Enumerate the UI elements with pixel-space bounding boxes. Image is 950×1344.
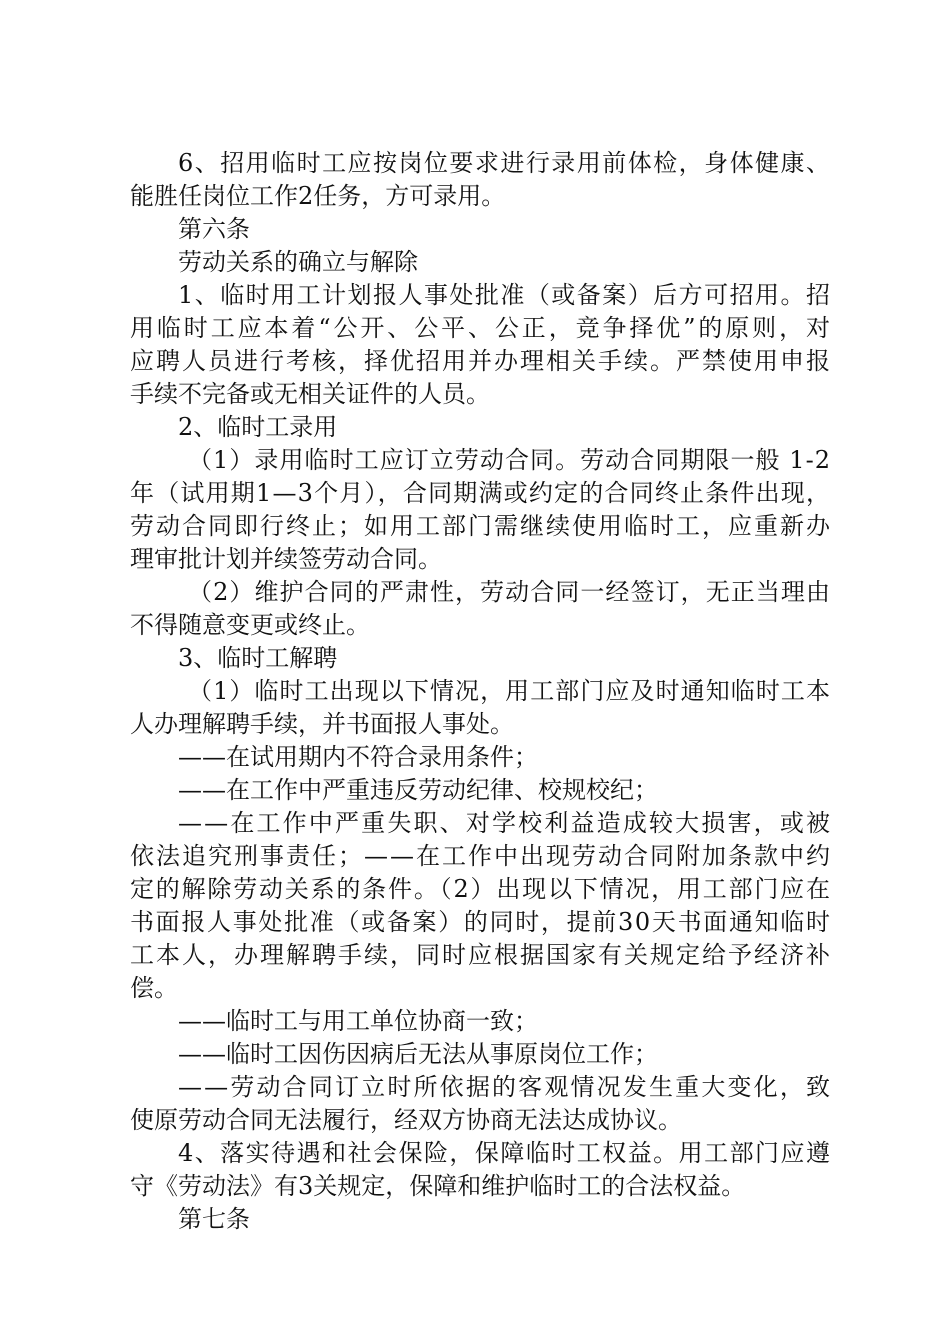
- text-line: （2）维护合同的严肃性，劳动合同一经签订，无正当理由: [188, 578, 832, 606]
- text-line: 不得随意变更或终止。: [130, 611, 370, 639]
- text-line: ——在工作中严重违反劳动纪律、校规校纪；: [178, 776, 658, 804]
- text-line: ——临时工因伤因病后无法从事原岗位工作；: [178, 1040, 658, 1068]
- text-line: 劳动关系的确立与解除: [178, 248, 418, 276]
- text-line: ——劳动合同订立时所依据的客观情况发生重大变化，致: [178, 1073, 833, 1101]
- text-line: （1）临时工出现以下情况，用工部门应及时通知临时工本: [188, 677, 832, 705]
- text-line: 书面报人事处批准（或备案）的同时，提前30天书面通知临时: [130, 908, 832, 936]
- text-line: 4、落实待遇和社会保险，保障临时工权益。用工部门应遵: [178, 1139, 832, 1167]
- text-line: 能胜任岗位工作2任务，方可录用。: [130, 182, 506, 210]
- text-line: （1）录用临时工应订立劳动合同。劳动合同期限一般 1-2: [188, 446, 832, 474]
- text-line: 劳动合同即行终止；如用工部门需继续使用临时工，应重新办: [130, 512, 832, 540]
- text-line: 定的解除劳动关系的条件。（2）出现以下情况，用工部门应在: [130, 875, 832, 903]
- text-line: 守《劳动法》有3关规定，保障和维护临时工的合法权益。: [130, 1172, 746, 1200]
- text-line: 年（试用期1—3个月），合同期满或约定的合同终止条件出现，: [130, 479, 832, 507]
- text-line: ——在工作中严重失职、对学校利益造成较大损害，或被: [178, 809, 833, 837]
- text-line: ——在试用期内不符合录用条件；: [178, 743, 538, 771]
- text-line: 使原劳动合同无法履行，经双方协商无法达成协议。: [130, 1106, 682, 1134]
- text-line: ——临时工与用工单位协商一致；: [178, 1007, 538, 1035]
- text-line: 工本人，办理解聘手续，同时应根据国家有关规定给予经济补: [130, 941, 832, 969]
- text-line: 3、临时工解聘: [178, 644, 338, 672]
- text-line: 依法追究刑事责任；——在工作中出现劳动合同附加条款中约: [130, 842, 832, 870]
- text-line: 第七条: [178, 1205, 250, 1233]
- text-line: 手续不完备或无相关证件的人员。: [130, 380, 490, 408]
- text-line: 人办理解聘手续，并书面报人事处。: [130, 710, 514, 738]
- document-body: [130, 147, 833, 1236]
- text-line: 2、临时工录用: [178, 413, 338, 441]
- text-line: 偿。: [130, 974, 178, 1002]
- text-line: 1、临时用工计划报人事处批准（或备案）后方可招用。招: [178, 281, 832, 309]
- text-line: 理审批计划并续签劳动合同。: [130, 545, 442, 573]
- text-line: 第六条: [178, 215, 250, 243]
- text-line: 6、招用临时工应按岗位要求进行录用前体检，身体健康、: [178, 149, 832, 177]
- text-line: 应聘人员进行考核，择优招用并办理相关手续。严禁使用申报: [130, 347, 832, 375]
- text-line: 用临时工应本着“公开、公平、公正，竞争择优”的原则，对: [130, 314, 833, 342]
